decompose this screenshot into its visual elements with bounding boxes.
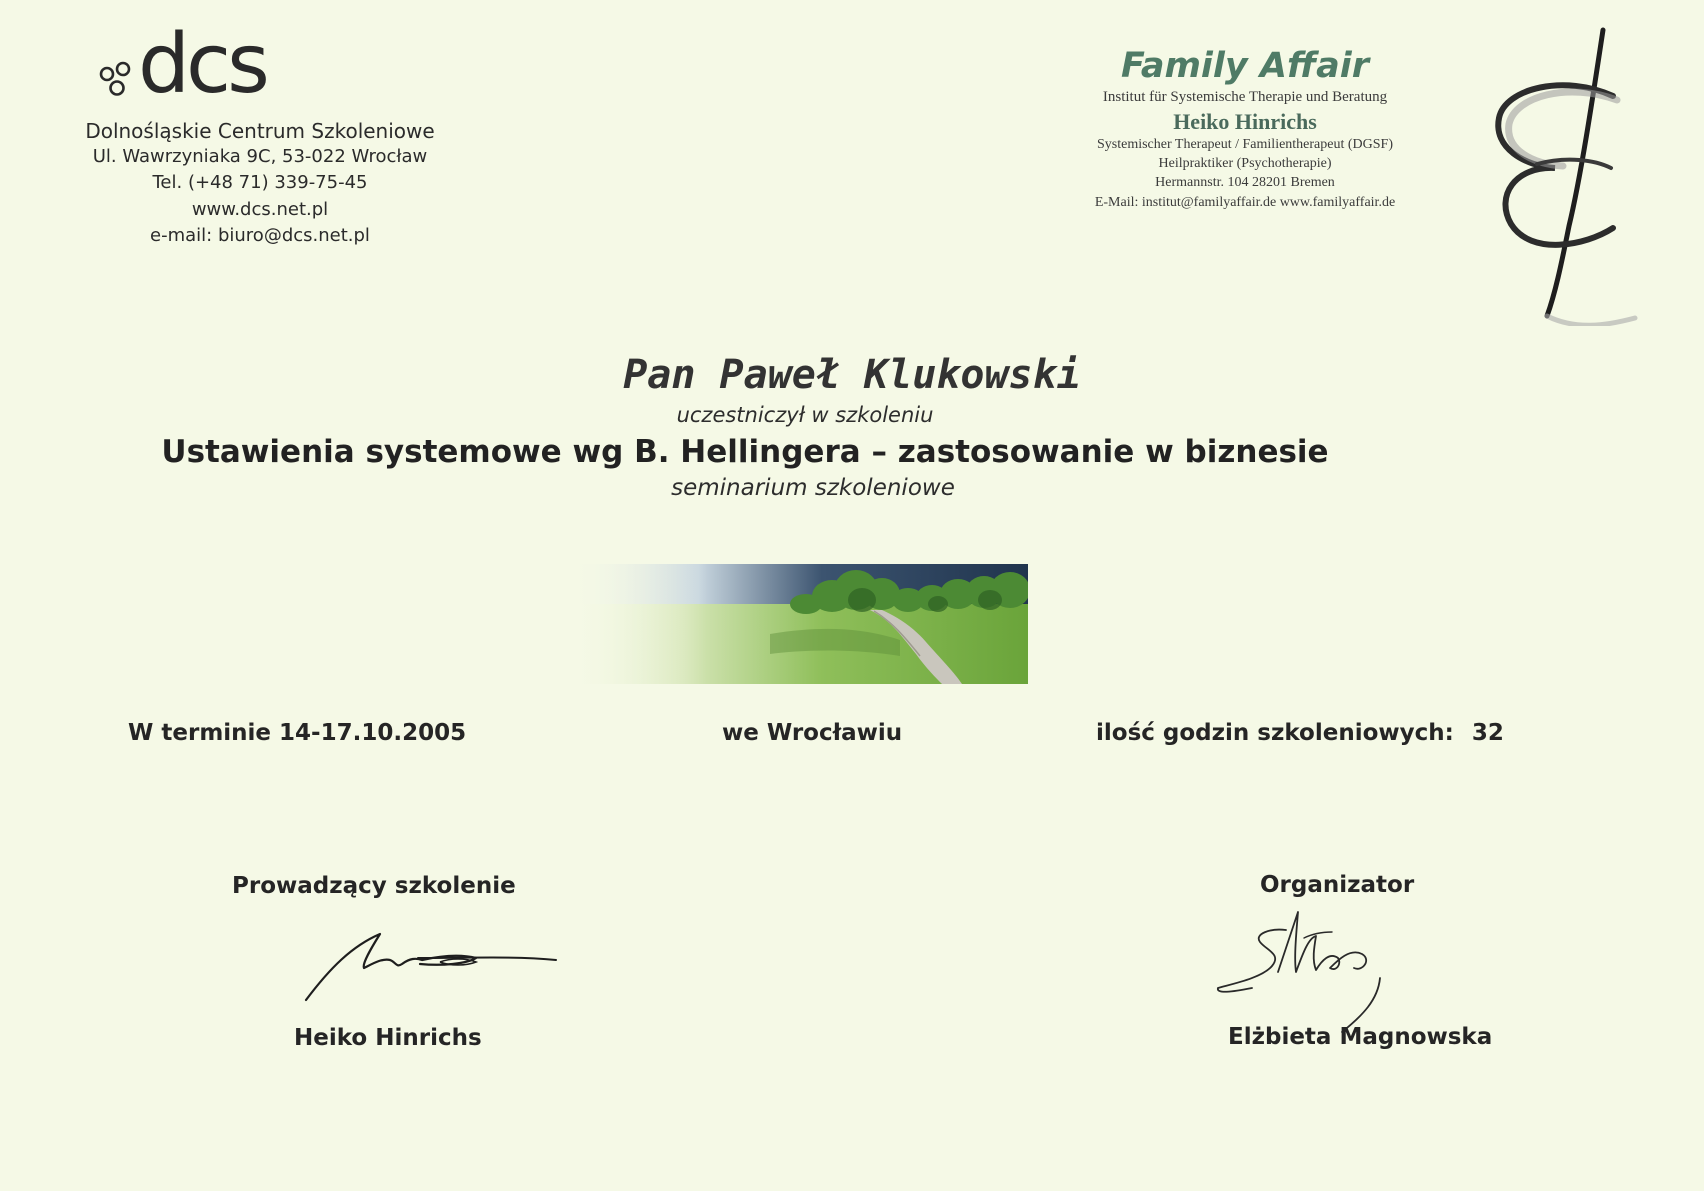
family-affair-emblem-icon [1485,26,1645,326]
trainer-role-label: Prowadzący szkolenie [232,873,516,899]
dcs-logo-text: dcs [138,17,266,112]
course-title: Ustawienia systemowe wg B. Hellingera – zastosowanie w biznesie [161,434,1329,470]
family-affair-role: Systemischer Therapeut / Familientherapeut (DGSF) [1096,137,1393,152]
training-hours-value: 32 [1471,720,1504,746]
dcs-email: e-mail: biuro@dcs.net.pl [150,225,370,246]
course-type: seminarium szkoleniowe [671,475,955,501]
landscape-illustration [570,564,1028,684]
training-date: W terminie 14-17.10.2005 [128,720,467,746]
participated-text: uczestniczył w szkoleniu [676,403,934,427]
training-hours [1096,720,1504,746]
dcs-circles-icon [96,58,138,108]
dcs-website: www.dcs.net.pl [191,199,329,220]
organizer-signature-icon [1212,908,1392,1038]
family-affair-person: Heiko Hinrichs [1173,109,1317,134]
family-affair-title: Family Affair [1120,46,1370,86]
training-location: we Wrocławiu [722,720,903,746]
organizer-name: Elżbieta Magnowska [1228,1024,1493,1050]
dcs-phone: Tel. (+48 71) 339-75-45 [152,172,368,193]
training-hours-label: ilość godzin szkoleniowych: [1096,720,1454,746]
recipient-name: Pan Paweł Klukowski [623,352,1081,398]
dcs-name: Dolnośląskie Centrum Szkoleniowe [85,119,435,143]
dcs-logo [92,17,352,118]
family-affair-address: Hermannstr. 104 28201 Bremen [1155,175,1335,190]
dcs-address: Ul. Wawrzyniaka 9C, 53-022 Wrocław [92,146,428,167]
trainer-name: Heiko Hinrichs [294,1025,482,1051]
family-affair-institute: Institut für Systemische Therapie und Beratung [1102,89,1388,105]
family-affair-contact: E-Mail: institut@familyaffair.de www.familyaffair.de [1094,195,1396,210]
trainer-signature-icon [300,928,560,1008]
family-affair-practitioner: Heilpraktiker (Psychotherapie) [1158,156,1332,171]
organizer-role-label: Organizator [1260,872,1415,898]
